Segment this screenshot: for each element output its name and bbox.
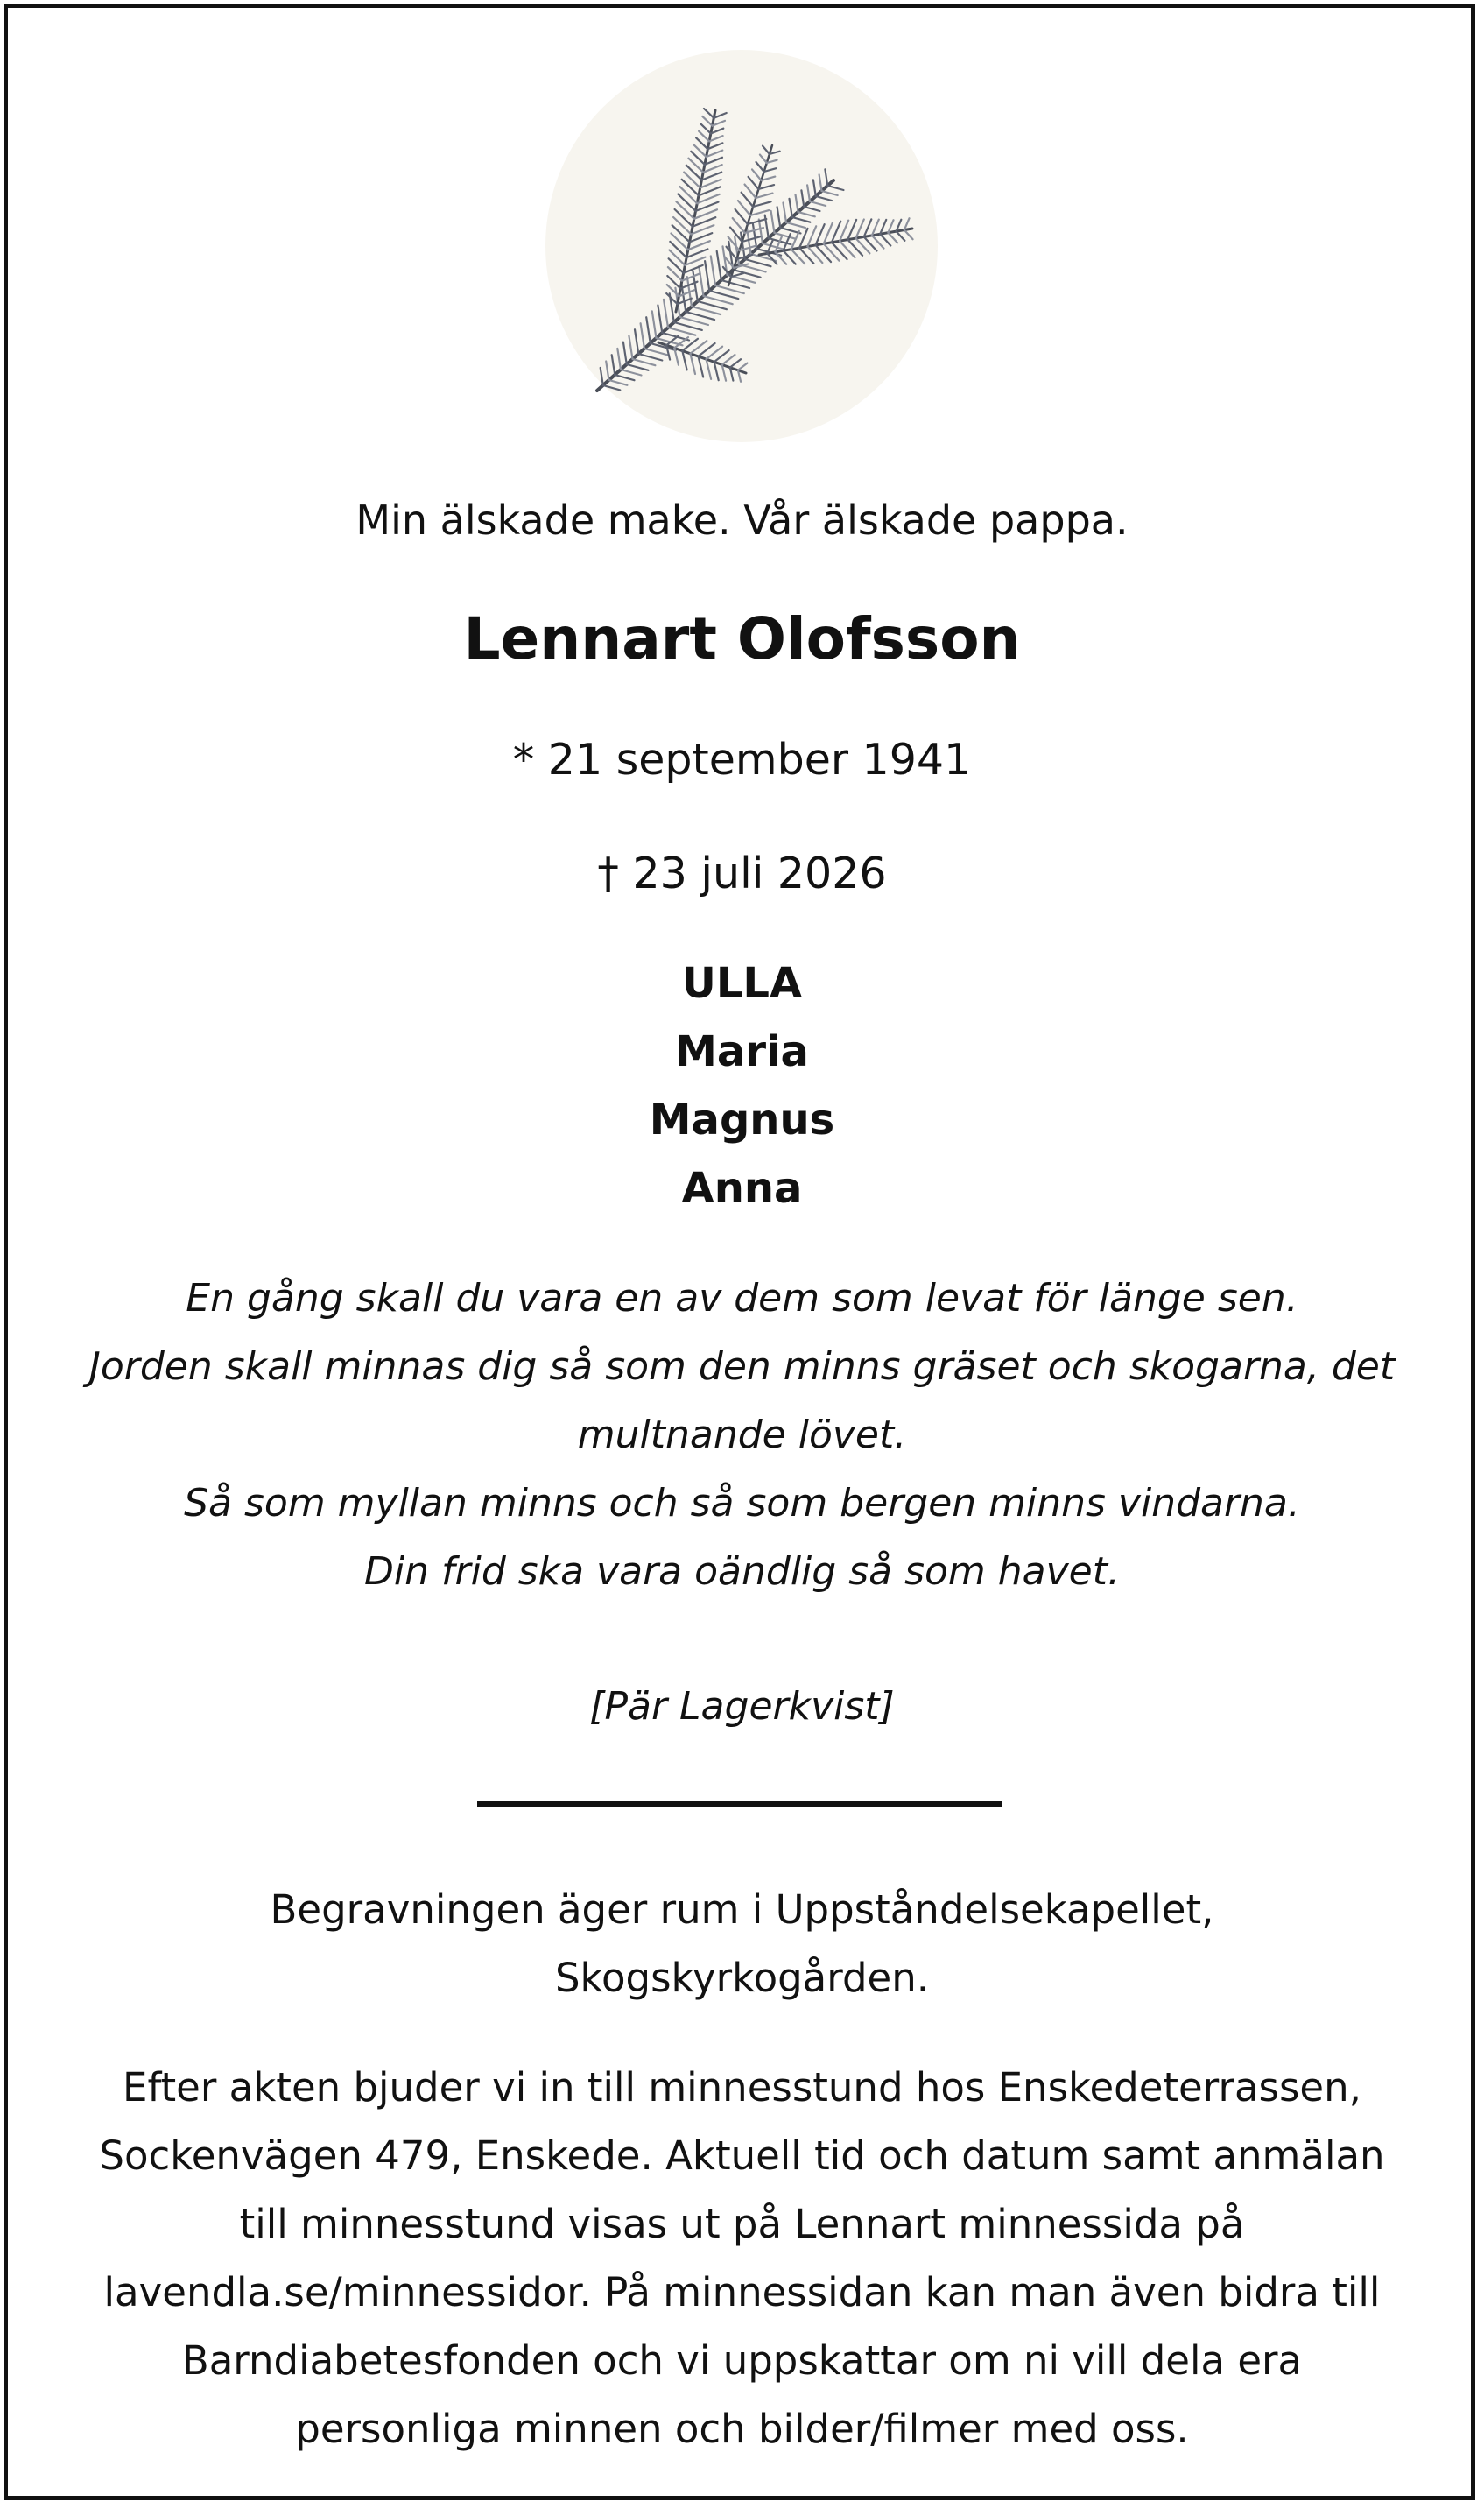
poem-line: Så som myllan minns och så som bergen minns vindarna. (184, 1481, 1300, 1526)
divider (477, 1801, 1002, 1807)
poem (35, 1265, 1449, 1606)
memorial-line: Barndiabetesfonden och vi uppskattar om ni vill dela era (181, 2337, 1303, 2384)
deceased-name: Lennart Olofsson (463, 605, 1021, 673)
memorial-line: personliga minnen och bilder/filmer med oss. (295, 2406, 1189, 2452)
family-member: Anna (681, 1164, 803, 1213)
intro-text: Min älskade make. Vår älskade pappa. (355, 497, 1129, 544)
poem-line: multnande lövet. (577, 1413, 907, 1457)
family-member: Magnus (649, 1096, 835, 1145)
poem-line: En gång skall du vara en av dem som levat för länge sen. (186, 1276, 1298, 1321)
memorial-info (35, 2054, 1449, 2463)
poem-author: [Pär Lagerkvist] (589, 1684, 895, 1729)
memorial-line: lavendla.se/minnessidor. På minnessidan kan man även bidra till (103, 2269, 1381, 2315)
memorial-line: Efter akten bjuder vi in till minnesstund hos Enskedeterrassen, (123, 2064, 1361, 2111)
family-member: Maria (675, 1027, 809, 1076)
memorial-line: Sockenvägen 479, Enskede. Aktuell tid och datum samt anmälan (99, 2132, 1385, 2179)
memorial-line: till minnesstund visas ut på Lennart minnessida på (239, 2201, 1245, 2247)
family-list (35, 949, 1449, 1223)
funeral-line: Begravningen äger rum i Uppståndelsekapellet, (270, 1886, 1214, 1933)
emblem (545, 49, 939, 443)
family-member: ULLA (681, 959, 803, 1008)
birth-date: * 21 september 1941 (512, 735, 972, 785)
funeral-line: Skogskyrkogården. (554, 1955, 930, 2001)
poem-line: Jorden skall minnas dig så som den minns gräset och skogarna, det (88, 1344, 1396, 1389)
poem-line: Din frid ska vara oändlig så som havet. (364, 1549, 1120, 1594)
funeral-info (35, 1876, 1449, 2012)
death-date: † 23 juli 2026 (597, 849, 887, 899)
spruce-branch-icon (545, 49, 939, 443)
